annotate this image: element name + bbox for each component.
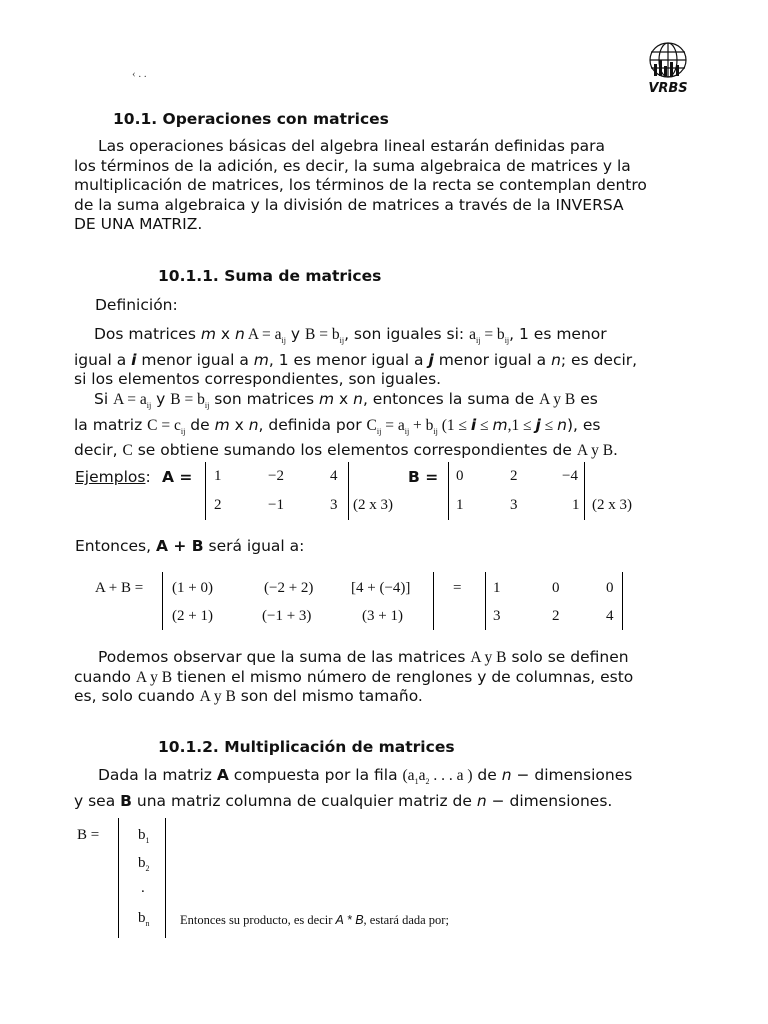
sum-cell: (1 + 0) — [172, 580, 213, 596]
si-line-3: decir, C se obtiene sumando los elementos correspondientes de A y B. — [74, 441, 618, 459]
matrix-b-cell: 2 — [510, 468, 518, 484]
sum-cell: [4 + (−4)] — [351, 580, 411, 596]
multiplication-paragraph — [74, 766, 644, 811]
matrix-a-cell: 1 — [214, 468, 222, 484]
multiplication-line-1: Dada la matriz A compuesta por la fila ($a_1a_2$ . . . a ) de n − dimensiones — [98, 766, 633, 786]
matrix-b-cell: 0 — [456, 468, 464, 484]
product-note: Entonces su producto, es decir A * B, estará dada por; — [180, 913, 449, 927]
multiplication-line-2: y sea B una matriz columna de cualquier matriz de n − dimensiones. — [74, 791, 613, 810]
sum-cell: (3 + 1) — [362, 608, 403, 624]
result-cell: 1 — [493, 580, 501, 596]
matrix-b-cell: −4 — [562, 468, 578, 484]
sum-matrix-left-bar — [162, 572, 163, 630]
intro-line: Las operaciones básicas del algebra lineal estarán definidas para — [98, 137, 606, 155]
sum-cell: (−1 + 3) — [262, 608, 312, 624]
intro-paragraph — [74, 137, 647, 235]
matrix-a-cell: −2 — [268, 468, 284, 484]
intro-line: los términos de la adición, es decir, la suma algebraica de matrices y la — [74, 156, 631, 175]
matrix-b-cell: 3 — [510, 497, 518, 513]
matrix-b-cell: 1 — [572, 497, 580, 513]
intro-line: multiplicación de matrices, los términos de la recta se contemplan dentro — [74, 176, 647, 194]
definition-line-3: si los elementos correspondientes, son iguales. — [74, 370, 442, 388]
matrix-b-label: B = — [408, 468, 439, 486]
logo-text: VRBS — [648, 81, 688, 94]
matrix-b-cell: 1 — [456, 497, 464, 513]
result-cell: 4 — [606, 608, 614, 624]
globe-logo-icon — [640, 40, 696, 94]
result-cell: 3 — [493, 608, 501, 624]
examples-label: Ejemplos: — [75, 468, 151, 486]
column-b-right-bar — [165, 818, 166, 938]
si-paragraph — [74, 390, 644, 461]
result-cell: 2 — [552, 608, 560, 624]
definition-paragraph — [74, 325, 644, 390]
column-b-entry: . — [141, 880, 145, 896]
section-title-10-1-1: 10.1.1. Suma de matrices — [158, 267, 382, 285]
column-b-entry: $b_2$ — [138, 855, 150, 873]
matrix-a-left-bar — [205, 462, 206, 520]
matrix-a-cell: 2 — [214, 497, 222, 513]
matrix-b-right-bar — [584, 462, 585, 520]
matrix-a-cell: −1 — [268, 497, 284, 513]
column-b-entry: $b_n$ — [138, 910, 150, 928]
section-title-10-1: 10.1. Operaciones con matrices — [113, 110, 389, 128]
header-marks: ‹ . . — [132, 68, 147, 80]
observe-line: cuando A y B tienen el mismo número de renglones y de columnas, esto — [74, 667, 634, 686]
observe-paragraph — [74, 648, 644, 707]
sum-equals: = — [453, 580, 462, 596]
sum-label: A + B = — [95, 580, 144, 596]
sum-matrix-right-bar — [433, 572, 434, 630]
sum-cell: (−2 + 2) — [264, 580, 314, 596]
definition-label: Definición: — [95, 296, 178, 314]
matrix-a-dimension: (2 x 3) — [353, 497, 393, 513]
matrix-b-dimension: (2 x 3) — [592, 497, 632, 513]
matrix-a-right-bar — [348, 462, 349, 520]
intro-line: DE UNA MATRIZ. — [74, 215, 203, 233]
column-b-label: B = — [77, 827, 100, 843]
definition-line-1: Dos matrices m x n $A = a_{ij}$ y $B = b_{ij}$, son iguales si: $a_{ij} = b_{ij}$, 1 es menor — [94, 325, 607, 345]
observe-line: Podemos observar que la suma de las matrices A y B solo se definen — [98, 648, 629, 666]
sum-cell: (2 + 1) — [172, 608, 213, 624]
result-matrix-left-bar — [485, 572, 486, 630]
intro-line: de la suma algebraica y la división de matrices a través de la INVERSA — [74, 195, 624, 214]
result-cell: 0 — [606, 580, 614, 596]
matrix-a-label: A = — [162, 468, 193, 486]
section-title-10-1-2: 10.1.2. Multiplicación de matrices — [158, 738, 455, 756]
result-cell: 0 — [552, 580, 560, 596]
si-line-1: Si $A = a_{ij}$ y $B = b_{ij}$ son matrices m x n, entonces la suma de A y B es — [94, 390, 598, 410]
column-b-entry: $b_1$ — [138, 827, 150, 845]
entonces-line: Entonces, A + B será igual a: — [75, 537, 305, 555]
column-b-left-bar — [118, 818, 119, 938]
matrix-a-cell: 3 — [330, 497, 338, 513]
matrix-a-cell: 4 — [330, 468, 338, 484]
si-line-2: la matriz $C = c_{ij}$ de m x n, definida por $C_{ij} = a_{ij} + b_{ij}$ (1 ≤ i ≤ m,1 ≤ j ≤ n), es — [74, 415, 601, 436]
observe-line: es, solo cuando A y B son del mismo tamaño. — [74, 687, 423, 705]
definition-line-2: igual a i menor igual a m, 1 es menor igual a j menor igual a n; es decir, — [74, 350, 638, 369]
matrix-b-left-bar — [448, 462, 449, 520]
result-matrix-right-bar — [622, 572, 623, 630]
